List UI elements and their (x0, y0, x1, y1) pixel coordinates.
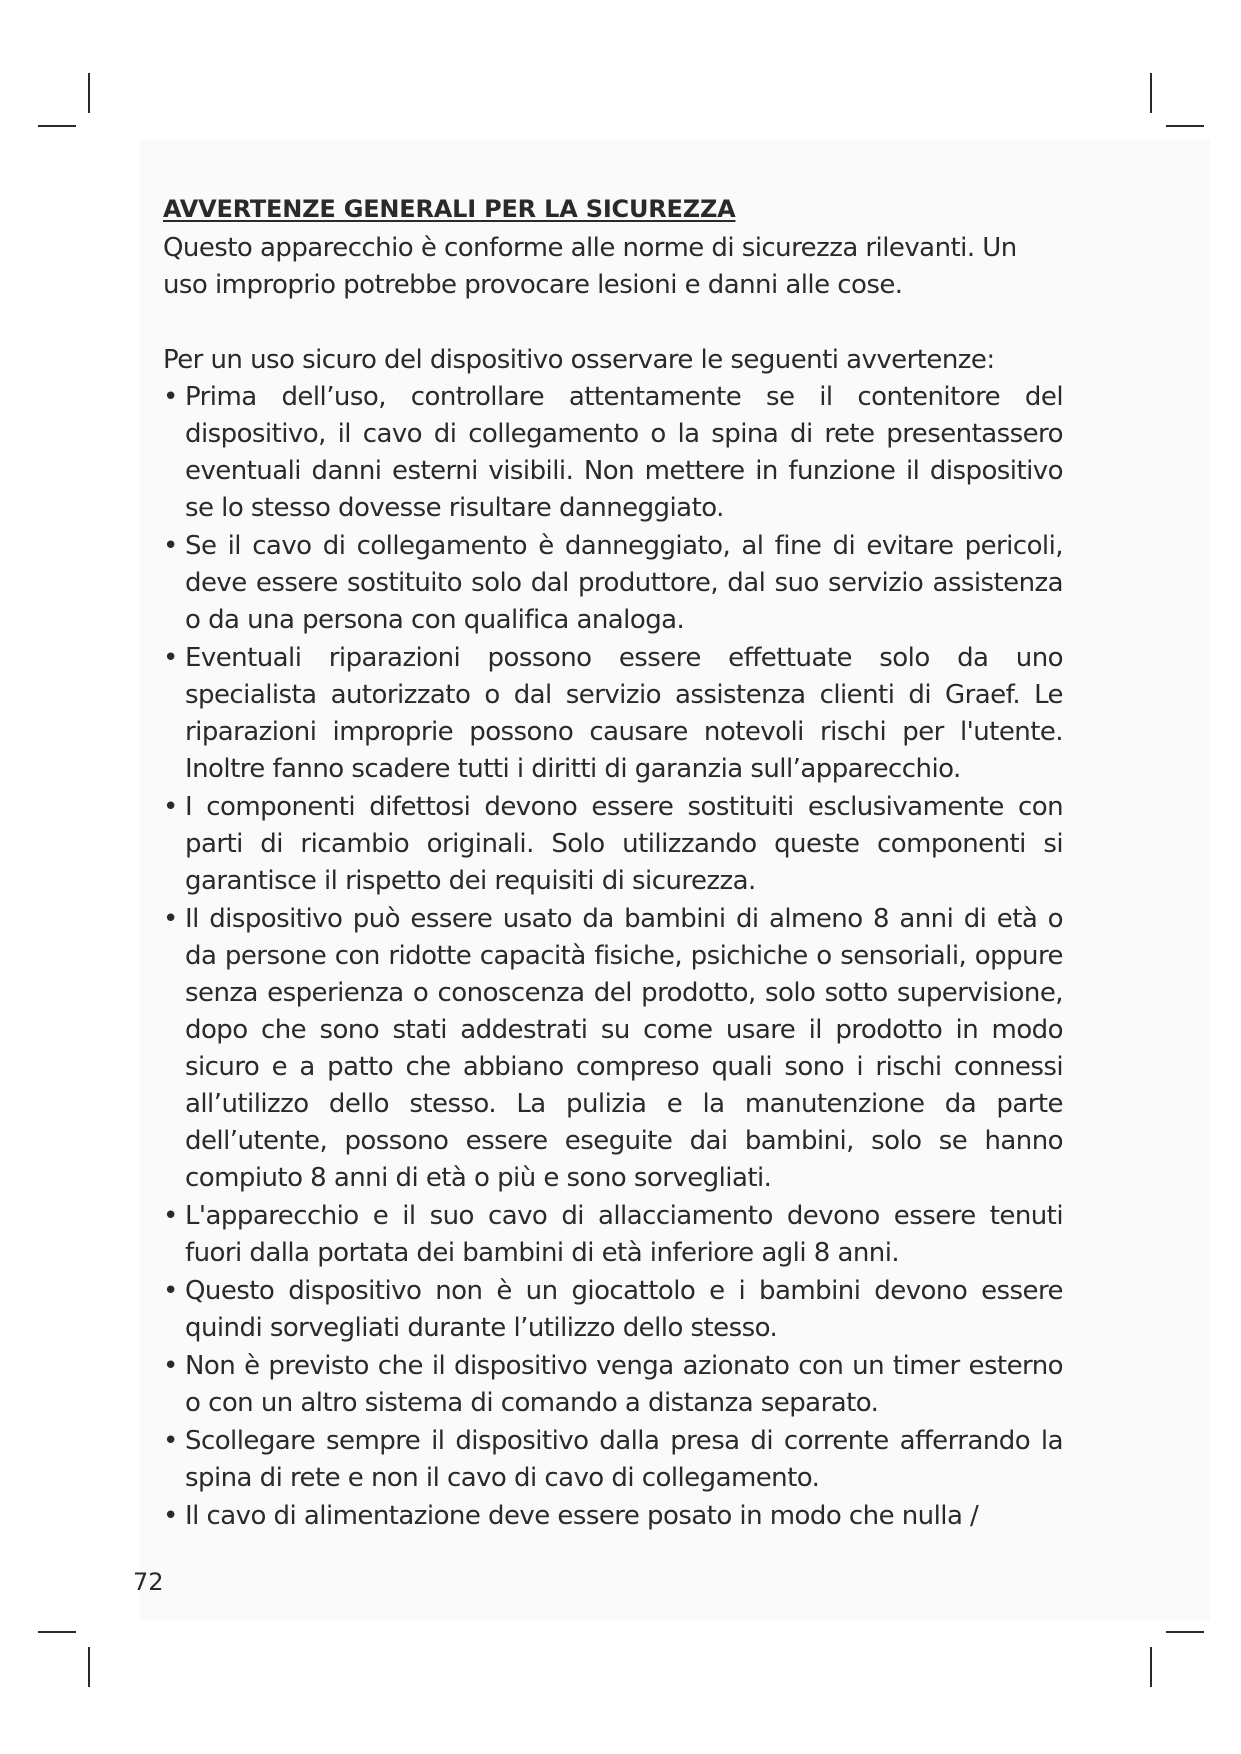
bullet: • (163, 382, 178, 412)
warning-item (163, 901, 1063, 1197)
bullet: • (163, 531, 178, 561)
bullet: • (163, 1201, 178, 1231)
bullet: • (163, 1426, 178, 1456)
warning-text: Scollegare sempre il dispositivo dalla presa di corrente afferrando la spina di rete e non il cavo di cavo di collegamento. (185, 1426, 1063, 1493)
crop-mark-bottom-right-vertical (1150, 1647, 1152, 1687)
bullet: • (163, 792, 178, 822)
bullet: • (163, 1351, 178, 1381)
crop-mark-bottom-right-horizontal (1166, 1631, 1204, 1633)
warning-text: Il dispositivo può essere usato da bambini di almeno 8 anni di età o da persone con ridotte capacità fisiche, psichiche o sensoriali, oppure senza esperienza o conoscenza del prodotto, solo sotto supervisione, dopo che sono stati addestrati su come usare il prodotto in modo sicuro e a patto che abbiano compreso quali sono i rischi connessi all’utilizzo dello stesso. La pulizia e la manutenzione da parte dell’utente, possono essere eseguite dai bambini, solo se hanno compiuto 8 anni di età o più e sono sorvegliati. (185, 904, 1063, 1193)
bullet: • (163, 1501, 178, 1531)
warning-item (163, 379, 1063, 527)
crop-mark-bottom-left-horizontal (38, 1631, 76, 1633)
crop-mark-bottom-left-vertical (88, 1647, 90, 1687)
warning-text: Se il cavo di collegamento è danneggiato, al fine di evitare pericoli, deve essere sostituito solo dal produttore, dal suo servizio assistenza o da una persona con qualifica analoga. (185, 531, 1063, 635)
warning-text: Il cavo di alimentazione deve essere posato in modo che nulla / (185, 1501, 979, 1531)
warning-item (163, 1198, 1063, 1272)
crop-mark-top-right-vertical (1150, 73, 1152, 113)
warning-item (163, 1498, 1063, 1535)
warning-item (163, 640, 1063, 788)
bullet: • (163, 1276, 178, 1306)
warning-text: L'apparecchio e il suo cavo di allacciamento devono essere tenuti fuori dalla portata dei bambini di età inferiore agli 8 anni. (185, 1201, 1063, 1268)
crop-mark-top-left-horizontal (38, 125, 76, 127)
bullet: • (163, 904, 178, 934)
crop-mark-top-right-horizontal (1166, 125, 1204, 127)
warning-item (163, 1273, 1063, 1347)
warning-item (163, 1348, 1063, 1422)
warning-item (163, 528, 1063, 639)
section-heading: AVVERTENZE GENERALI PER LA SICUREZZA (163, 195, 736, 223)
bullet: • (163, 643, 178, 673)
document-body (163, 192, 1063, 1536)
warning-text: Eventuali riparazioni possono essere effettuate solo da uno specialista autorizzato o dal servizio assistenza clienti di Graef. Le riparazioni improprie possono causare notevoli rischi per l'utente. Inoltre fanno scadere tutti i diritti di garanzia sull’apparecchio. (185, 643, 1063, 784)
page-number: 72 (133, 1568, 164, 1596)
warnings-list (163, 379, 1063, 1535)
intro-paragraph: Questo apparecchio è conforme alle norme di sicurezza rilevanti. Un uso improprio potrebbe provocare lesioni e danni alle cose. (163, 233, 1017, 300)
lead-paragraph: Per un uso sicuro del dispositivo osservare le seguenti avvertenze: (163, 345, 995, 375)
crop-mark-top-left-vertical (88, 73, 90, 113)
warning-text: Non è previsto che il dispositivo venga azionato con un timer esterno o con un altro sistema di comando a distanza separato. (185, 1351, 1063, 1418)
warning-item (163, 1423, 1063, 1497)
warning-text: I componenti difettosi devono essere sostituiti esclusivamente con parti di ricambio originali. Solo utilizzando queste componenti si garantisce il rispetto dei requisiti di sicurezza. (185, 792, 1063, 896)
warning-text: Prima dell’uso, controllare attentamente se il contenitore del dispositivo, il cavo di collegamento o la spina di rete presentassero eventuali danni esterni visibili. Non mettere in funzione il dispositivo se lo stesso dovesse risultare danneggiato. (185, 382, 1063, 523)
warning-item (163, 789, 1063, 900)
warning-text: Questo dispositivo non è un giocattolo e i bambini devono essere quindi sorvegliati durante l’utilizzo dello stesso. (185, 1276, 1063, 1343)
